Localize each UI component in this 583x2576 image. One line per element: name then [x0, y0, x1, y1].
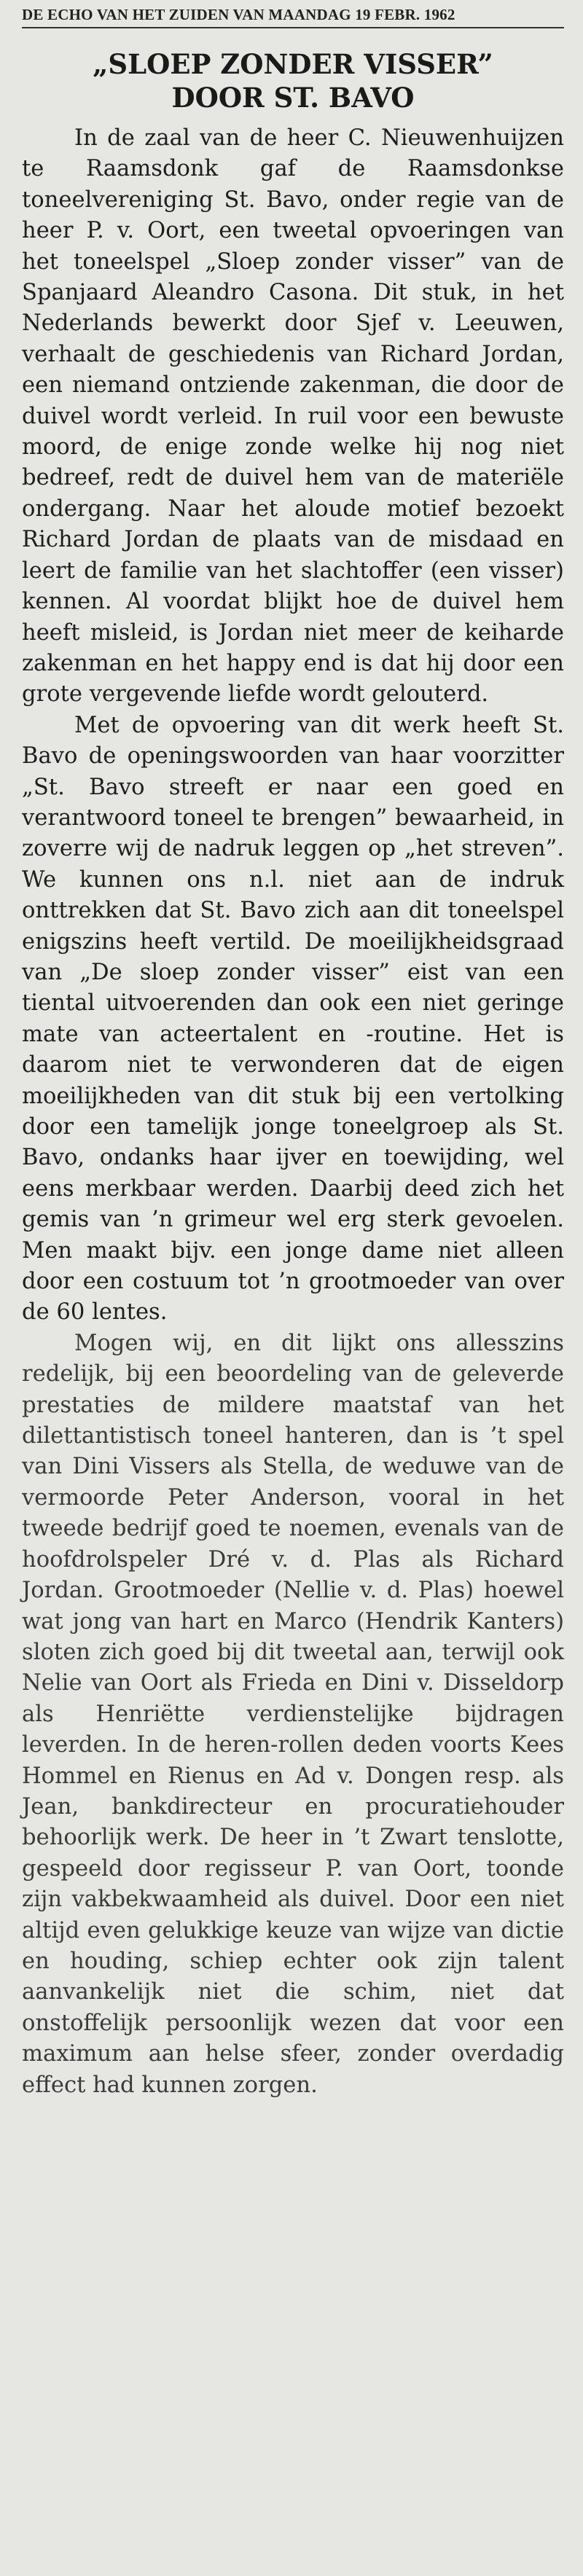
headline-line-2: DOOR ST. BAVO: [171, 82, 415, 114]
article-body: [22, 123, 564, 2101]
masthead: DE ECHO VAN HET ZUIDEN VAN MAANDAG 19 FEBR. 1962: [22, 6, 564, 28]
headline: [22, 47, 564, 114]
article-paragraph-3: Mogen wij, en dit lijkt ons allesszins redelijk, bij een beoordeling van de geleverde prestaties de mildere maatstaf van het dilettantistisch toneel hanteren, dan is ’t spel van Dini Vissers als Stella, de weduwe van de vermoorde Peter Anderson, vooral in het tweede bedrijf goed te noemen, evenals van de hoofdrolspeler Dré v. d. Plas als Richard Jordan. Grootmoeder (Nellie v. d. Plas) hoewel wat jong van hart en Marco (Hendrik Kanters) sloten zich goed bij dit tweetal aan, terwijl ook Nelie van Oort als Frieda en Dini v. Disseldorp als Henriëtte verdienstelijke bijdragen leverden. In de heren-rollen deden voorts Kees Hommel en Rienus en Ad v. Dongen resp. als Jean, bankdirecteur en procuratiehouder behoorlijk werk. De heer in ’t Zwart tenslotte, gespeeld door regisseur P. van Oort, toonde zijn vakbekwaamheid als duivel. Door een niet altijd even gelukkige keuze van wijze van dictie en houding, schiep echter ook zijn talent aanvankelijk niet die schim, niet dat onstoffelijk persoonlijk wezen dat voor een maximum aan helse sfeer, zonder overdadig effect had kunnen zorgen.: [22, 1330, 564, 2098]
article-paragraph-2: Met de opvoering van dit werk heeft St. Bavo de openingswoorden van haar voorzitter „St. Bavo streeft er naar een goed en verantwoord toneel te brengen” bewaarheid, in zoverre wij de nadruk leggen op „het streven”. We kunnen ons n.l. niet aan de indruk onttrekken dat St. Bavo zich aan dit toneelspel enigszins heeft vertild. De moeilijkheidsgraad van „De sloep zonder visser” eist van een tiental uitvoerenden dan ook een niet geringe mate van acteertalent en -routine. Het is daarom niet te verwonderen dat de eigen moeilijkheden van dit stuk bij een vertolking door een tamelijk jonge toneelgroep als St. Bavo, ondanks haar ijver en toewijding, wel eens merkbaar werden. Daarbij deed zich het gemis van ’n grimeur wel erg sterk gevoelen. Men maakt bijv. een jonge dame niet alleen door een costuum tot ’n grootmoeder van over de 60 lentes.: [22, 712, 564, 1326]
headline-line-1: „SLOEP ZONDER VISSER”: [93, 48, 493, 80]
article-paragraph-1: In de zaal van de heer C. Nieuwenhuijzen te Raamsdonk gaf de Raamsdonkse toneelvereniging St. Bavo, onder regie van de heer P. v. Oort, een tweetal opvoeringen van het toneelspel „Sloep zonder visser” van de Spanjaard Aleandro Casona. Dit stuk, in het Nederlands bewerkt door Sjef v. Leeuwen, verhaalt de geschiedenis van Richard Jordan, een niemand ontziende zakenman, die door de duivel wordt verleid. In ruil voor een bewuste moord, de enige zonde welke hij nog niet bedreef, redt de duivel hem van de materiële ondergang. Naar het aloude motief bezoekt Richard Jordan de plaats van de misdaad en leert de familie van het slachtoffer (een visser) kennen. Al voordat blijkt hoe de duivel hem heeft misleid, is Jordan niet meer de keiharde zakenman en het happy end is dat hij door een grote vergevende liefde wordt gelouterd.: [22, 125, 564, 708]
